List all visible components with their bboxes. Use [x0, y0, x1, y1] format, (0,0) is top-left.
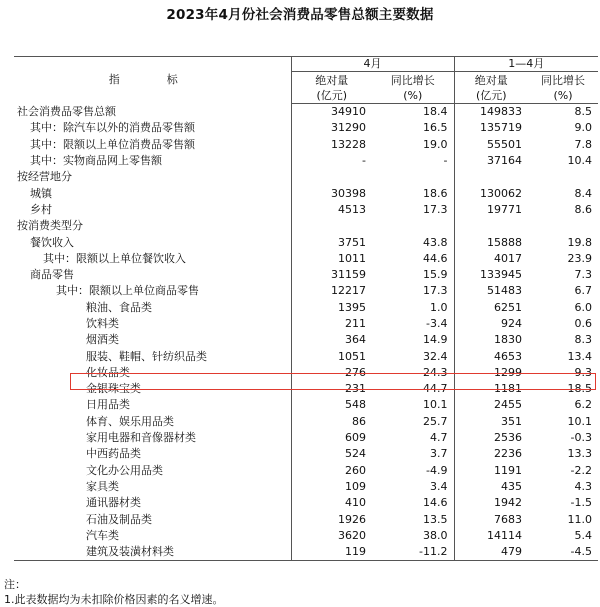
ytd-growth-cell: 7.3 [574, 268, 592, 282]
month-abs-cell: 1926 [338, 512, 366, 526]
table-row [14, 104, 598, 121]
month-abs-cell: 524 [345, 447, 366, 461]
table-row [14, 430, 598, 446]
table-row [14, 316, 598, 332]
month-abs-cell: 1011 [338, 251, 366, 265]
table-row [14, 169, 598, 185]
ytd-growth-cell: 23.9 [567, 251, 592, 265]
row-name: 石油及制品类 [14, 511, 291, 527]
month-growth-cell: 16.5 [372, 120, 454, 136]
month-growth-cell [372, 218, 454, 234]
ytd-abs-cell: 133945 [480, 268, 522, 282]
ytd-growth-cell: -0.3 [570, 431, 592, 445]
row-name: 通讯器材类 [14, 495, 291, 511]
month-growth-cell: 17.3 [372, 202, 454, 218]
row-name: 其中：限额以上单位消费品零售额 [14, 137, 291, 153]
ytd-abs-cell: 351 [501, 414, 522, 428]
month-growth-cell: -4.9 [372, 463, 454, 479]
ytd-abs-cell: 37164 [487, 154, 522, 168]
retail-sales-table [14, 56, 598, 561]
month-abs-cell: 31290 [331, 121, 366, 135]
ytd-growth-cell: 8.5 [574, 105, 592, 119]
month-abs-cell: 609 [345, 431, 366, 445]
month-growth-cell: 43.8 [372, 234, 454, 250]
ytd-growth-cell: 6.7 [574, 284, 592, 298]
ytd-growth-header: 同比增长 (%) [528, 72, 598, 104]
month-growth-cell: 25.7 [372, 414, 454, 430]
table-row [14, 300, 598, 316]
month-growth-cell: 17.3 [372, 283, 454, 299]
table-row [14, 202, 598, 218]
month-abs-cell: 548 [345, 398, 366, 412]
ytd-abs-cell: 1181 [494, 382, 522, 396]
month-growth-cell: 14.9 [372, 332, 454, 348]
ytd-abs-cell: 2236 [494, 447, 522, 461]
ytd-abs-cell: 1191 [494, 463, 522, 477]
ytd-growth-cell: 19.8 [567, 235, 592, 249]
ytd-abs-cell: 135719 [480, 121, 522, 135]
month-abs-cell: 30398 [331, 186, 366, 200]
month-growth-cell: -3.4 [372, 316, 454, 332]
ytd-growth-cell: 10.1 [567, 414, 592, 428]
table-row [14, 528, 598, 544]
month-abs-cell: 109 [345, 479, 366, 493]
table-notes [4, 577, 224, 607]
row-name: 建筑及装潢材料类 [14, 544, 291, 561]
month-growth-cell: 24.3 [372, 365, 454, 381]
month-growth-cell: 18.4 [372, 104, 454, 121]
month-growth-cell: 15.9 [372, 267, 454, 283]
month-growth-cell: 19.0 [372, 137, 454, 153]
ytd-abs-cell: 14114 [487, 528, 522, 542]
row-name: 按经营地分 [14, 169, 291, 185]
month-abs-cell: 211 [345, 317, 366, 330]
month-abs-header: 绝对量 (亿元) [291, 72, 372, 104]
month-growth-cell [372, 169, 454, 185]
month-growth-cell: 10.1 [372, 397, 454, 413]
table-row [14, 185, 598, 201]
ytd-growth-cell: -4.5 [528, 544, 598, 561]
month-abs-cell [291, 218, 372, 234]
table-row [14, 332, 598, 348]
ytd-abs-cell: 55501 [487, 137, 522, 151]
table-row [14, 511, 598, 527]
row-name: 其中：限额以上单位餐饮收入 [14, 251, 291, 267]
table-row [14, 479, 598, 495]
month-abs-cell: 231 [345, 382, 366, 396]
row-name: 其中：实物商品网上零售额 [14, 153, 291, 169]
ytd-growth-cell [528, 218, 598, 234]
row-name: 家具类 [14, 479, 291, 495]
ytd-growth-cell: 8.4 [574, 186, 592, 200]
month-abs-cell: 4513 [338, 202, 366, 216]
ytd-abs-cell: 130062 [480, 186, 522, 200]
month-abs-cell: 260 [345, 463, 366, 477]
ytd-abs-cell: 19771 [487, 202, 522, 216]
month-abs-cell: 364 [345, 333, 366, 347]
ytd-abs-cell: 479 [454, 544, 528, 561]
ytd-abs-cell: 435 [501, 479, 522, 493]
row-name: 乡村 [14, 202, 291, 218]
row-name: 按消费类型分 [14, 218, 291, 234]
row-name: 日用品类 [14, 397, 291, 413]
ytd-growth-cell: 8.3 [574, 333, 592, 347]
ytd-growth-cell: 6.2 [574, 398, 592, 412]
month-growth-cell: 1.0 [372, 300, 454, 316]
table-row [14, 218, 598, 234]
ytd-growth-cell: 7.8 [574, 137, 592, 151]
month-abs-cell: 34910 [331, 105, 366, 119]
page-title: 2023年4月份社会消费品零售总额主要数据 [166, 7, 434, 23]
month-group-header: 4月 [291, 57, 454, 72]
month-abs-cell: - [362, 154, 366, 168]
row-name: 粮油、食品类 [14, 300, 291, 316]
row-name: 其中：除汽车以外的消费品零售额 [14, 120, 291, 136]
month-growth-cell: - [372, 153, 454, 169]
ytd-abs-cell: 1299 [494, 365, 522, 379]
ytd-growth-cell: 8.6 [574, 202, 592, 216]
ytd-abs-cell: 51483 [487, 284, 522, 298]
ytd-growth-cell: 9.0 [574, 121, 592, 135]
ytd-growth-cell: 18.5 [567, 382, 592, 396]
notes-label: 注： [4, 578, 26, 591]
ytd-growth-cell: 11.0 [567, 512, 592, 526]
table-row [14, 283, 598, 299]
ytd-growth-cell: 5.4 [574, 528, 592, 542]
row-name: 化妆品类 [14, 365, 291, 381]
month-growth-cell: 38.0 [372, 528, 454, 544]
ytd-growth-cell: 6.0 [574, 300, 592, 314]
table-row [14, 267, 598, 283]
ytd-abs-cell: 6251 [494, 300, 522, 314]
ytd-abs-cell: 1942 [494, 496, 522, 510]
month-growth-header: 同比增长 (%) [372, 72, 454, 104]
month-growth-cell: 14.6 [372, 495, 454, 511]
ytd-abs-cell: 1830 [494, 333, 522, 347]
table-row [14, 251, 598, 267]
month-abs-cell: 31159 [331, 268, 366, 282]
row-name: 社会消费品零售总额 [14, 104, 291, 121]
ytd-growth-cell: -2.2 [570, 463, 592, 477]
month-abs-cell: 410 [345, 496, 366, 510]
row-name: 汽车类 [14, 528, 291, 544]
month-growth-cell: 44.7 [372, 381, 454, 397]
table-row [14, 544, 598, 561]
month-growth-cell: 18.6 [372, 185, 454, 201]
table-row [14, 365, 598, 381]
ytd-group-header: 1—4月 [454, 57, 598, 72]
ytd-abs-cell: 4653 [494, 349, 522, 363]
ytd-growth-cell: 4.3 [574, 479, 592, 493]
ytd-abs-cell [454, 218, 528, 234]
ytd-abs-cell: 2536 [494, 431, 522, 445]
table-row [14, 120, 598, 136]
month-growth-cell: -11.2 [372, 544, 454, 561]
row-name: 家用电器和音像器材类 [14, 430, 291, 446]
month-abs-cell: 13228 [331, 137, 366, 151]
row-name: 中西药品类 [14, 446, 291, 462]
table-header [14, 57, 598, 104]
month-growth-cell: 32.4 [372, 348, 454, 364]
month-abs-cell: 3751 [338, 235, 366, 249]
ytd-growth-cell: 9.3 [574, 365, 592, 379]
month-growth-cell: 3.7 [372, 446, 454, 462]
table-row [14, 381, 598, 397]
ytd-growth-cell: 13.4 [567, 349, 592, 363]
ytd-abs-cell: 149833 [480, 105, 522, 119]
ytd-growth-cell: 0.6 [574, 317, 592, 330]
row-name: 其中：限额以上单位商品零售 [14, 283, 291, 299]
month-abs-cell: 276 [345, 365, 366, 379]
month-abs-cell [291, 169, 372, 185]
month-abs-cell: 1395 [338, 300, 366, 314]
row-name: 体育、娱乐用品类 [14, 414, 291, 430]
note-item: 1.此表数据均为未扣除价格因素的名义增速。 [4, 593, 224, 606]
table-row [14, 234, 598, 250]
table-row [14, 397, 598, 413]
month-growth-cell: 4.7 [372, 430, 454, 446]
ytd-growth-cell [528, 169, 598, 185]
row-name: 饮料类 [14, 316, 291, 332]
month-abs-cell: 1051 [338, 349, 366, 363]
ytd-abs-cell [454, 169, 528, 185]
indicator-header: 指 标 [14, 57, 291, 104]
month-abs-cell: 86 [352, 414, 366, 428]
table-body [14, 104, 598, 561]
table-row [14, 414, 598, 430]
month-abs-cell: 12217 [331, 284, 366, 298]
ytd-abs-cell: 4017 [494, 251, 522, 265]
ytd-abs-cell: 2455 [494, 398, 522, 412]
month-abs-cell: 119 [291, 544, 372, 561]
table-row [14, 137, 598, 153]
ytd-growth-cell: 13.3 [567, 447, 592, 461]
ytd-abs-cell: 7683 [494, 512, 522, 526]
ytd-abs-cell: 15888 [487, 235, 522, 249]
ytd-abs-header: 绝对量 (亿元) [454, 72, 528, 104]
ytd-growth-cell: 10.4 [567, 154, 592, 168]
table-row [14, 153, 598, 169]
row-name: 服装、鞋帽、针纺织品类 [14, 348, 291, 364]
table-row [14, 348, 598, 364]
row-name: 城镇 [14, 185, 291, 201]
month-abs-cell: 3620 [338, 528, 366, 542]
row-name: 烟酒类 [14, 332, 291, 348]
table-row [14, 446, 598, 462]
table-row [14, 463, 598, 479]
row-name: 文化办公用品类 [14, 463, 291, 479]
ytd-abs-cell: 924 [501, 317, 522, 330]
month-growth-cell: 13.5 [372, 511, 454, 527]
table-row [14, 495, 598, 511]
month-growth-cell: 3.4 [372, 479, 454, 495]
row-name: 商品零售 [14, 267, 291, 283]
row-name: 金银珠宝类 [14, 381, 291, 397]
row-name: 餐饮收入 [14, 234, 291, 250]
month-growth-cell: 44.6 [372, 251, 454, 267]
ytd-growth-cell: -1.5 [570, 496, 592, 510]
